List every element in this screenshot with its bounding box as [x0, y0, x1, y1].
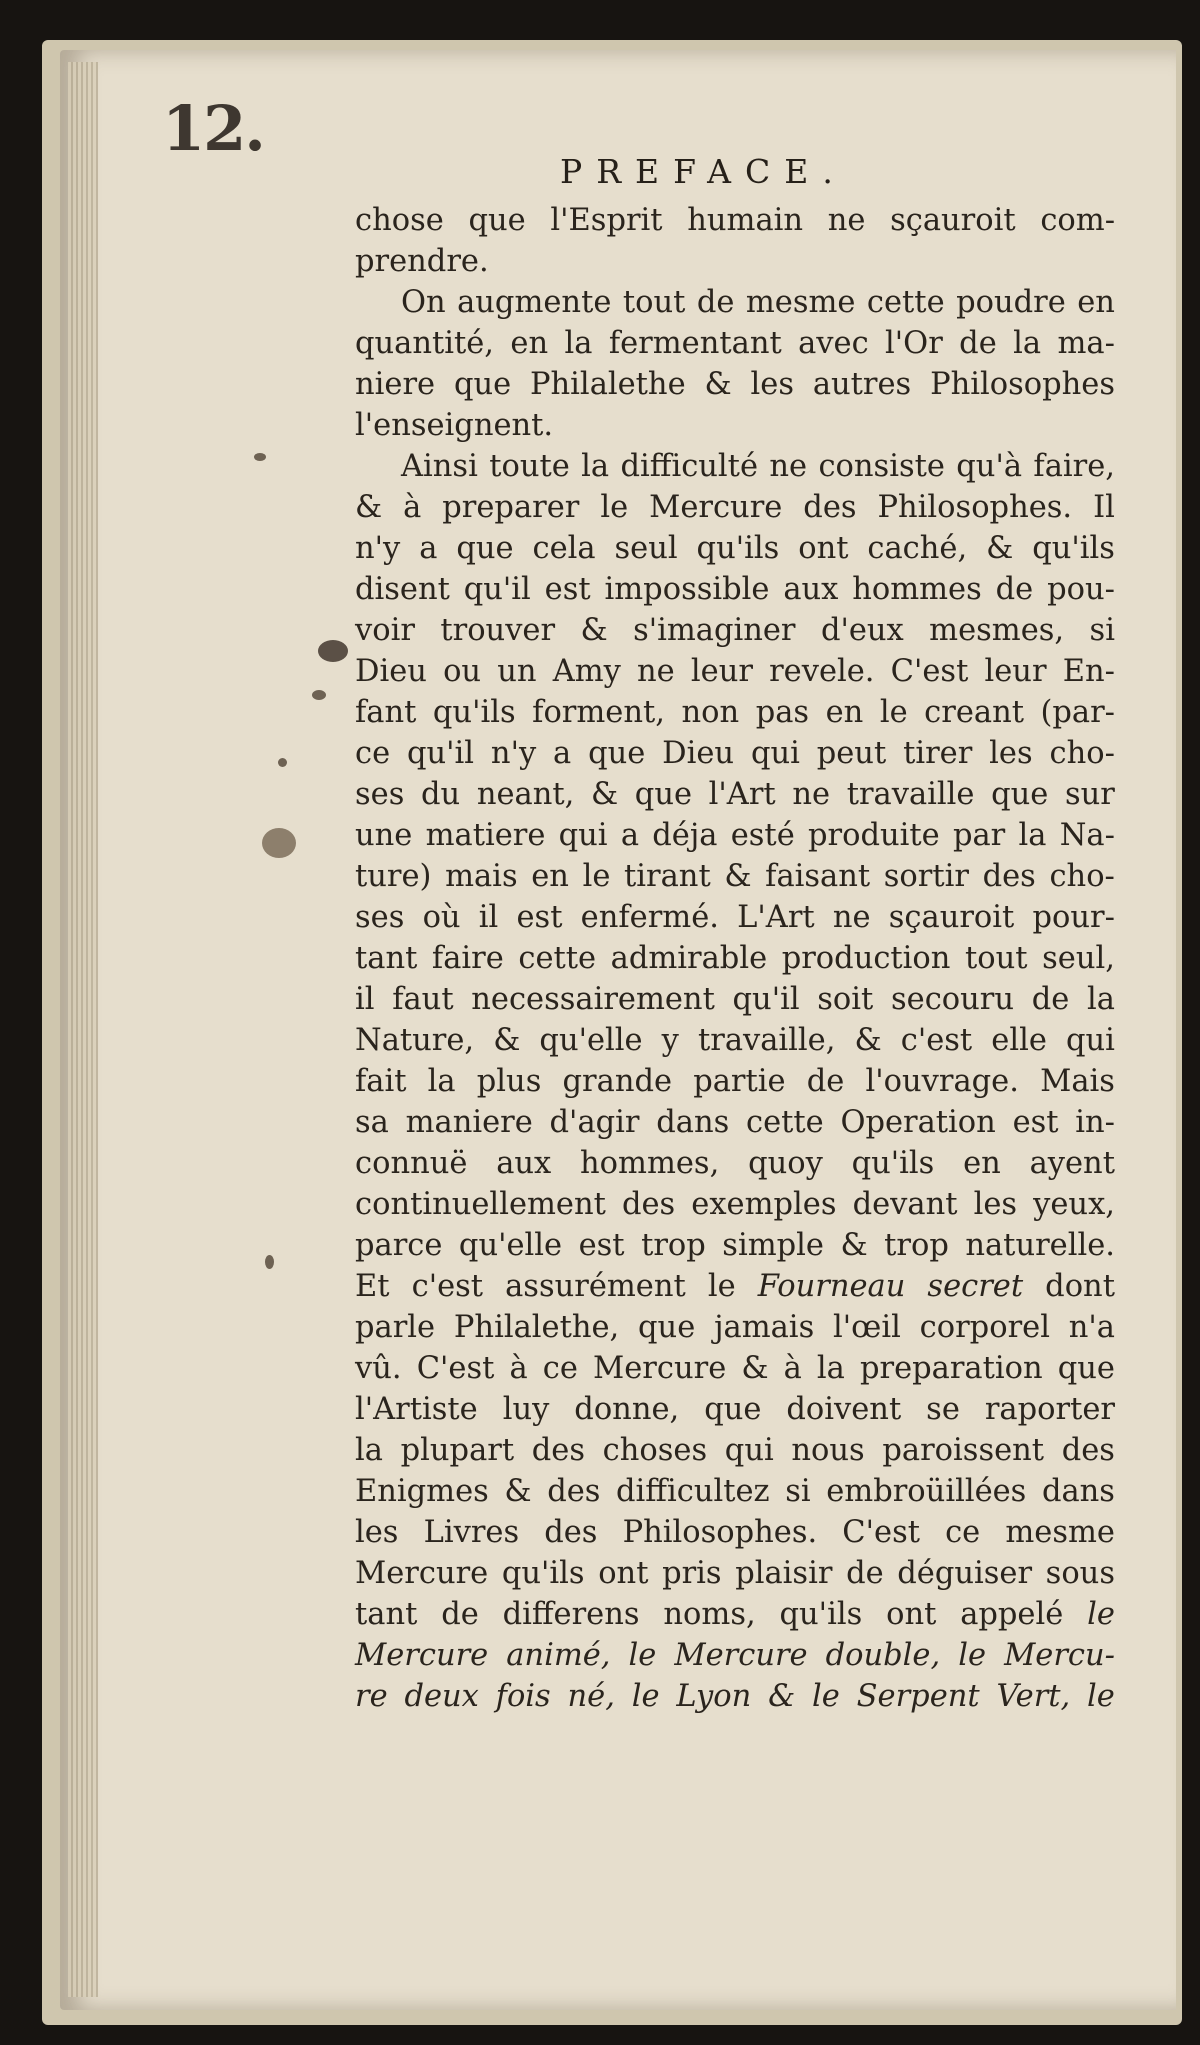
- text-line: ses où il est enfermé. L'Art ne sçauroit pour-: [355, 900, 1115, 935]
- text-line: quantité, en la fermentant avec l'Or de la ma-: [355, 326, 1115, 361]
- text-line: tant de differens noms, qu'ils ont appelé le: [355, 1597, 1115, 1632]
- margin-speck: [278, 758, 287, 767]
- margin-speck: [254, 453, 266, 461]
- margin-speck: [318, 640, 348, 662]
- text-line: ture) mais en le tirant & faisant sortir des cho-: [355, 859, 1115, 894]
- text-line: prendre.: [355, 244, 489, 279]
- text-line: Ainsi toute la difficulté ne consiste qu'à faire,: [401, 449, 1115, 484]
- text-line: fait la plus grande partie de l'ouvrage. Mais: [355, 1064, 1115, 1099]
- text-line: chose que l'Esprit humain ne sçauroit com-: [355, 203, 1115, 238]
- text-line: la plupart des choses qui nous paroissent des: [355, 1433, 1115, 1468]
- page-edges: [68, 62, 98, 1997]
- text-line: re deux fois né, le Lyon & le Serpent Vert, le: [355, 1679, 1115, 1714]
- text-line: n'y a que cela seul qu'ils ont caché, & qu'ils: [355, 531, 1115, 566]
- text-line: l'Artiste luy donne, que doivent se raporter: [355, 1392, 1115, 1427]
- text-line: ce qu'il n'y a que Dieu qui peut tirer les cho-: [355, 736, 1115, 771]
- text-line: il faut necessairement qu'il soit secouru de la: [355, 982, 1115, 1017]
- body-text: [355, 200, 1115, 1717]
- text-line: On augmente tout de mesme cette poudre en: [401, 285, 1115, 320]
- text-line: Mercure animé, le Mercure double, le Mercu-: [355, 1638, 1115, 1673]
- text-line: connuë aux hommes, quoy qu'ils en ayent: [355, 1146, 1115, 1181]
- text-line: voir trouver & s'imaginer d'eux mesmes, si: [355, 613, 1115, 648]
- text-line: ses du neant, & que l'Art ne travaille que sur: [355, 777, 1115, 812]
- text-line: une matiere qui a déja esté produite par la Na-: [355, 818, 1115, 853]
- margin-speck: [262, 828, 296, 858]
- text-line: Dieu ou un Amy ne leur revele. C'est leur En-: [355, 654, 1115, 689]
- text-line: parle Philalethe, que jamais l'œil corporel n'a: [355, 1310, 1115, 1345]
- text-line: fant qu'ils forment, non pas en le creant (par-: [355, 695, 1115, 730]
- text-line: Mercure qu'ils ont pris plaisir de déguiser sous: [355, 1556, 1115, 1591]
- margin-speck: [312, 690, 326, 700]
- text-line: disent qu'il est impossible aux hommes de pou-: [355, 572, 1115, 607]
- text-line: vû. C'est à ce Mercure & à la preparation que: [355, 1351, 1115, 1386]
- text-line: Et c'est assurément le Fourneau secret dont: [355, 1269, 1115, 1304]
- margin-speck: [265, 1255, 274, 1269]
- text-line: niere que Philalethe & les autres Philosophes: [355, 367, 1115, 402]
- text-line: les Livres des Philosophes. C'est ce mesme: [355, 1515, 1115, 1550]
- running-head: PREFACE.: [560, 152, 847, 191]
- page-number: 12.: [162, 92, 264, 165]
- text-line: & à preparer le Mercure des Philosophes. Il: [355, 490, 1115, 525]
- text-line: Nature, & qu'elle y travaille, & c'est elle qui: [355, 1023, 1115, 1058]
- text-line: Enigmes & des difficultez si embroüillées dans: [355, 1474, 1115, 1509]
- text-line: l'enseignent.: [355, 408, 554, 443]
- text-line: continuellement des exemples devant les yeux,: [355, 1187, 1115, 1222]
- text-line: parce qu'elle est trop simple & trop naturelle.: [355, 1228, 1115, 1263]
- text-line: sa maniere d'agir dans cette Operation est in-: [355, 1105, 1115, 1140]
- text-line: tant faire cette admirable production tout seul,: [355, 941, 1115, 976]
